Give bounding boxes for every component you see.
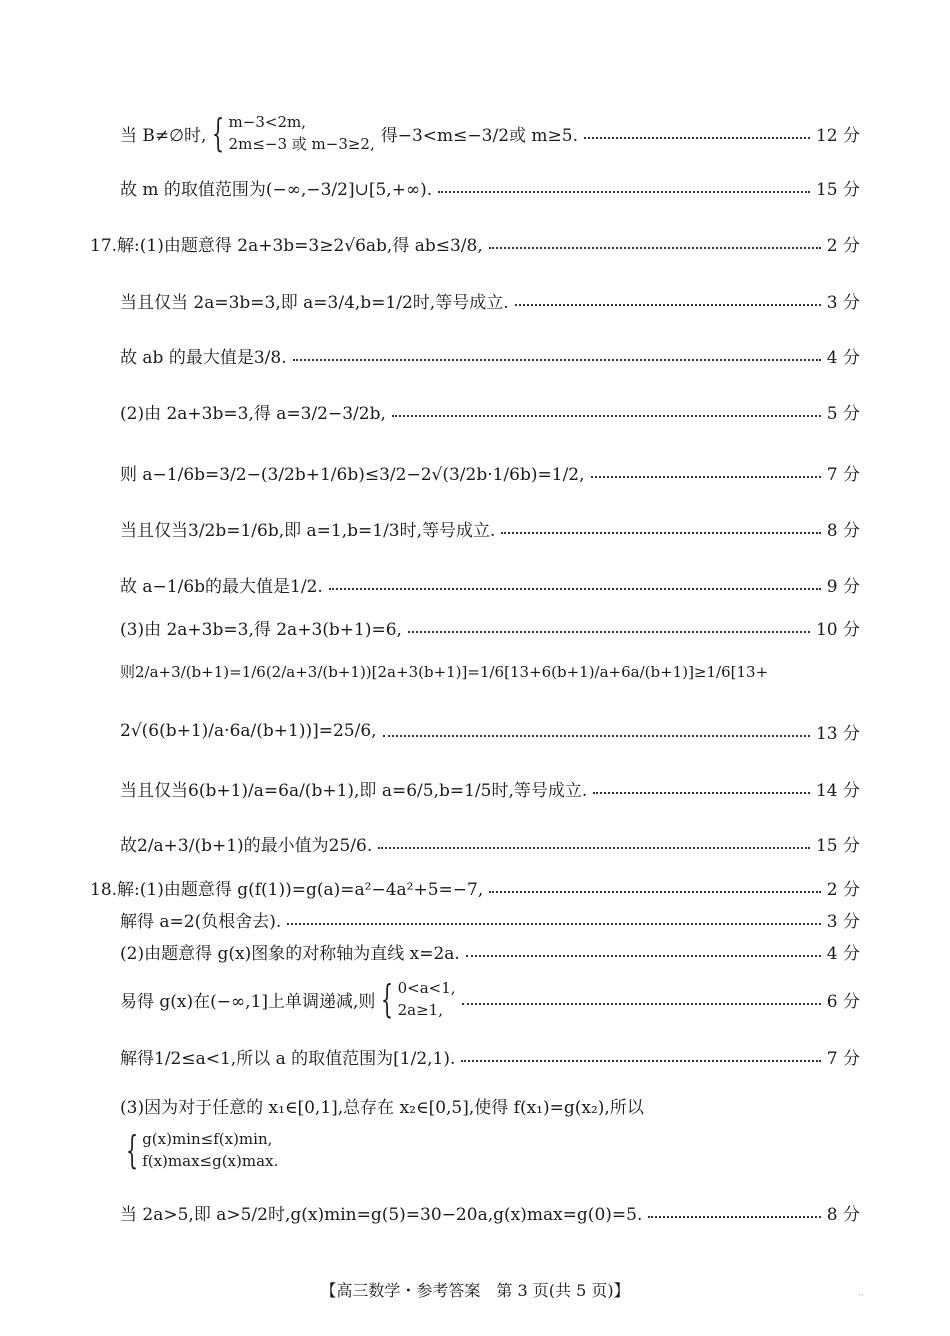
line-text: 易得 g(x)在(−∞,1]上单调递减,则 (120, 991, 376, 1012)
case-2: 2a≥1, (397, 1001, 443, 1019)
score: 15 分 (815, 835, 860, 856)
score: 3 分 (826, 911, 860, 932)
case-1: 0<a<1, (397, 978, 456, 997)
answer-line-16 (120, 904, 860, 934)
answer-line-4 (120, 285, 860, 315)
score: 12 分 (815, 125, 860, 146)
brace-icon: { (212, 111, 225, 155)
score: 4 分 (826, 347, 860, 368)
line-text: (2)由题意得 g(x)图象的对称轴为直线 x=2a. (120, 943, 460, 964)
line-text: 故 ab 的最大值是3/8. (120, 347, 287, 368)
leader-dots (489, 890, 820, 893)
line-text: 故 m 的取值范围为(−∞,−3/2]∪[5,+∞). (120, 179, 433, 200)
score: 15 分 (815, 179, 860, 200)
case-2: 2m≤−3 或 m−3≥2, (228, 135, 375, 153)
leader-dots (489, 246, 821, 249)
score: 7 分 (826, 464, 860, 485)
line-text: 则2/a+3/(b+1)=1/6(2/a+3/(b+1))[2a+3(b+1)]=1/6[13+6(b+1)/a+6a/(b+1)]≥1/6[13+ (120, 662, 769, 681)
leader-dots (515, 303, 821, 306)
case-system (229, 111, 375, 156)
answer-line-14 (120, 828, 860, 858)
case-1: g(x)min≤f(x)min, (142, 1129, 273, 1148)
leader-dots (591, 475, 821, 478)
leader-dots (392, 414, 821, 417)
answer-line-22 (120, 1197, 860, 1227)
line-text: 则 a−1/6b=3/2−(3/2b+1/6b)≤3/2−2√(3/2b·1/6b)=1/2, (120, 464, 585, 485)
answer-line-1 (120, 110, 860, 156)
answer-line-6 (120, 396, 860, 426)
leader-dots (329, 587, 821, 590)
line-text: (3)由 2a+3b=3,得 2a+3(b+1)=6, (120, 619, 402, 640)
answer-line-10 (120, 612, 860, 642)
leader-dots (461, 1059, 820, 1062)
score: 14 分 (815, 780, 860, 801)
answer-line-13 (120, 773, 860, 803)
score: 4 分 (826, 943, 860, 964)
answer-line-18 (120, 975, 860, 1023)
score: 5 分 (826, 403, 860, 424)
line-text: 解得1/2≤a<1,所以 a 的取值范围为[1/2,1). (120, 1048, 456, 1069)
score: 6 分 (826, 991, 860, 1012)
score: 13 分 (815, 723, 860, 744)
line-text: 故 a−1/6b的最大值是1/2. (120, 576, 323, 597)
answer-line-8 (120, 513, 860, 543)
case-system (398, 977, 456, 1022)
line-text: 18.解:(1)由题意得 g(f(1))=g(a)=a²−4a²+5=−7, (90, 879, 484, 900)
leader-dots (438, 190, 810, 193)
score: 10 分 (815, 619, 860, 640)
leader-dots (466, 954, 821, 957)
leader-dots (501, 531, 820, 534)
score: 2 分 (826, 879, 860, 900)
line-text: 当 2a>5,即 a>5/2时,g(x)min=g(5)=30−20a,g(x)max=g(0)=5. (120, 1204, 643, 1225)
answer-line-12 (120, 716, 860, 746)
score: 3 分 (826, 292, 860, 313)
line-text: 2√(6(b+1)/a·6a/(b+1))]=25/6, (120, 721, 377, 741)
answer-line-17 (120, 936, 860, 966)
answer-line-21 (120, 1122, 860, 1178)
answer-line-20 (120, 1090, 860, 1120)
line-text: (3)因为对于任意的 x₁∈[0,1],总存在 x₂∈[0,5],使得 f(x₁)=g(x₂),所以 (120, 1097, 644, 1118)
line-1-prefix: 当 B≠∅时, (120, 125, 207, 146)
score: 9 分 (826, 576, 860, 597)
answer-line-5 (120, 340, 860, 370)
leader-dots (293, 358, 821, 361)
line-text: 当且仅当 2a=3b=3,即 a=3/4,b=1/2时,等号成立. (120, 292, 509, 313)
case-1: m−3<2m, (228, 112, 306, 131)
score: 2 分 (826, 235, 860, 256)
line-1-suffix: 得−3<m≤−3/2或 m≥5. (380, 125, 579, 146)
brace-icon: { (126, 1128, 139, 1172)
line-text: 故2/a+3/(b+1)的最小值为25/6. (120, 835, 373, 856)
leader-dots (408, 630, 810, 633)
score: 7 分 (826, 1048, 860, 1069)
leader-dots (648, 1215, 820, 1218)
case-2: f(x)max≤g(x)max. (142, 1152, 279, 1170)
leader-dots (383, 734, 810, 737)
corner-mark: ·· (858, 1291, 864, 1301)
line-text: 当且仅当3/2b=1/6b,即 a=1,b=1/3时,等号成立. (120, 520, 496, 541)
answer-line-15 (90, 872, 860, 902)
answer-line-9 (120, 569, 860, 599)
answer-line-2 (120, 172, 860, 202)
case-system (142, 1128, 278, 1173)
leader-dots (287, 922, 820, 925)
score: 8 分 (826, 520, 860, 541)
leader-dots (462, 1002, 821, 1005)
page-footer: 【高三数学・参考答案 第 3 页(共 5 页)】 (320, 1281, 630, 1300)
line-text: 解得 a=2(负根舍去). (120, 911, 282, 932)
answer-line-3 (90, 228, 860, 258)
leader-dots (593, 791, 810, 794)
brace-icon: { (381, 977, 394, 1021)
answer-line-11 (120, 656, 860, 686)
score: 8 分 (826, 1204, 860, 1225)
line-text: 当且仅当6(b+1)/a=6a/(b+1),即 a=6/5,b=1/5时,等号成立. (120, 780, 588, 801)
leader-dots (584, 136, 810, 139)
line-text: 17.解:(1)由题意得 2a+3b=3≥2√6ab,得 ab≤3/8, (90, 235, 483, 256)
line-text: (2)由 2a+3b=3,得 a=3/2−3/2b, (120, 403, 386, 424)
answer-line-19 (120, 1041, 860, 1071)
answer-line-7 (120, 457, 860, 487)
leader-dots (378, 846, 810, 849)
